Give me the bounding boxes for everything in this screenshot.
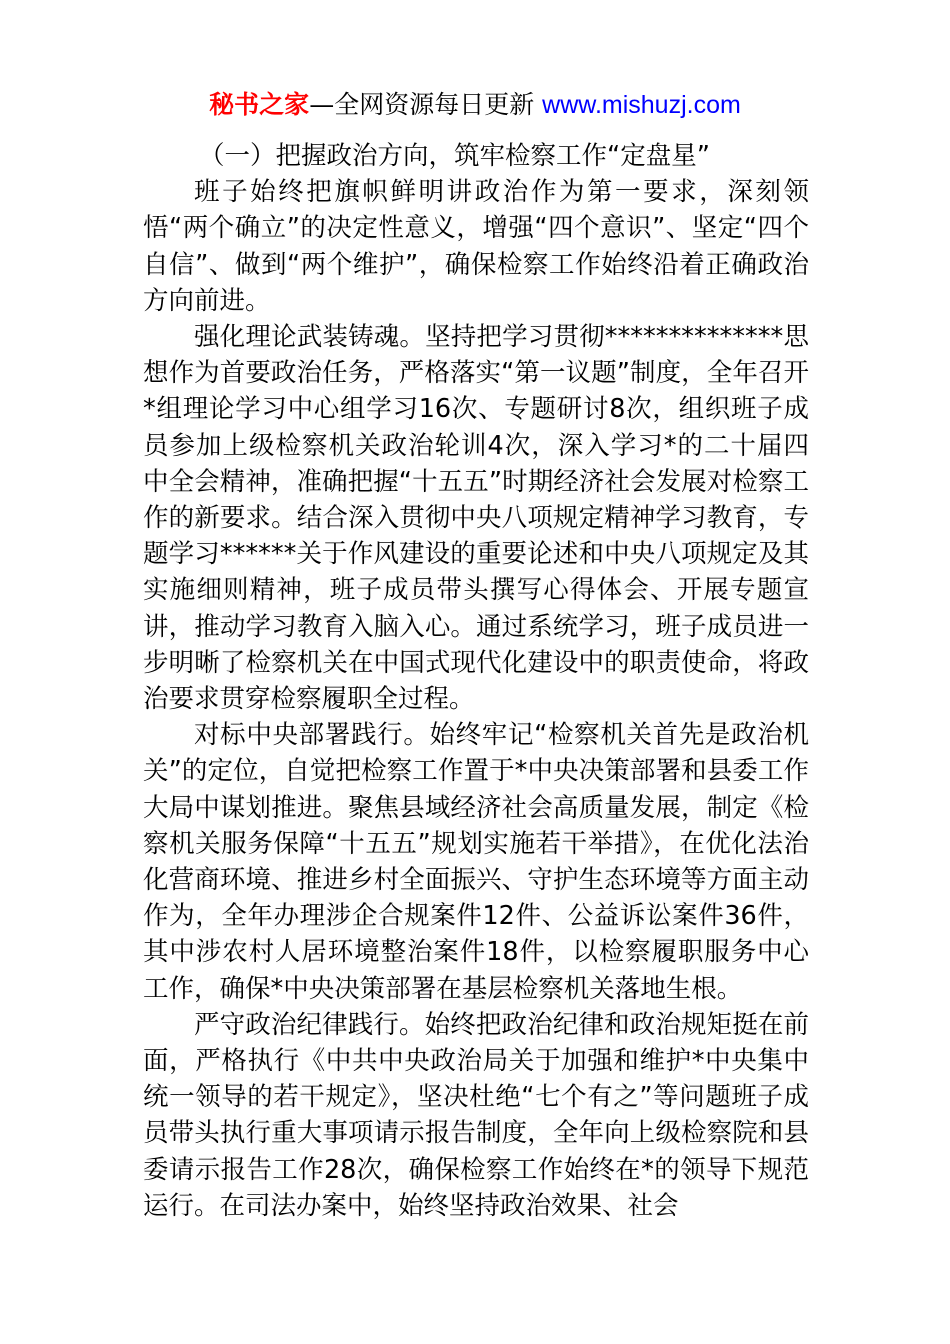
paragraph-intro: 班子始终把旗帜鲜明讲政治作为第一要求，深刻领悟“两个确立”的决定性意义，增强“四个意识”、坚定“四个自信”、做到“两个维护”，确保检察工作始终沿着正确政治方向前进。 — [143, 177, 809, 316]
paragraph-discipline: 严守政治纪律践行。始终把政治纪律和政治规矩挺在前面，严格执行《中共中央政治局关于加强和维护*中央集中统一领导的若干规定》，坚决杜绝“七个有之”等问题班子成员带头执行重大事项请示报告制度，全年向上级检察院和县委请示报告工作28次，确保检察工作始终在*的领导下规范运行。在司法办案中，始终坚持政治效果、社会 — [143, 1009, 809, 1221]
watermark-header — [0, 88, 950, 122]
site-url-link[interactable]: www.mishuzj.com — [542, 91, 741, 119]
paragraph-theory: 强化理论武装铸魂。坚持把学习贯彻**************思想作为首要政治任务，严格落实“第一议题”制度，全年召开*组理论学习中心组学习16次、专题研讨8次，组织班子成员参加上级检察机关政治轮训4次，深入学习*的二十届四中全会精神，准确把握“十五五”时期经济社会发展对检察工作的新要求。结合深入贯彻中央八项规定精神学习教育，专题学习******关于作风建设的重要论述和中央八项规定及其实施细则精神，班子成员带头撰写心得体会、开展专题宣讲，推动学习教育入脑入心。通过系统学习，班子成员进一步明晰了检察机关在中国式现代化建设中的职责使命，将政治要求贯穿检察履职全过程。 — [143, 322, 809, 715]
header-dash: — — [309, 90, 335, 119]
document-body — [143, 138, 809, 1224]
paragraph-deployment: 对标中央部署践行。始终牢记“检察机关首先是政治机关”的定位，自觉把检察工作置于*中央决策部署和县委工作大局中谋划推进。聚焦县域经济社会高质量发展，制定《检察机关服务保障“十五五”规划实施若干举措》，在优化法治化营商环境、推进乡村全面振兴、守护生态环境等方面主动作为，全年办理涉企合规案件12件、公益诉讼案件36件，其中涉农村人居环境整治案件18件，以检察履职服务中心工作，确保*中央决策部署在基层检察机关落地生根。 — [143, 720, 809, 1004]
brand-name[interactable]: 秘书之家 — [209, 90, 310, 119]
section-heading: （一）把握政治方向，筑牢检察工作“定盘星” — [199, 141, 710, 171]
header-tagline: 全网资源每日更新 — [334, 90, 535, 119]
